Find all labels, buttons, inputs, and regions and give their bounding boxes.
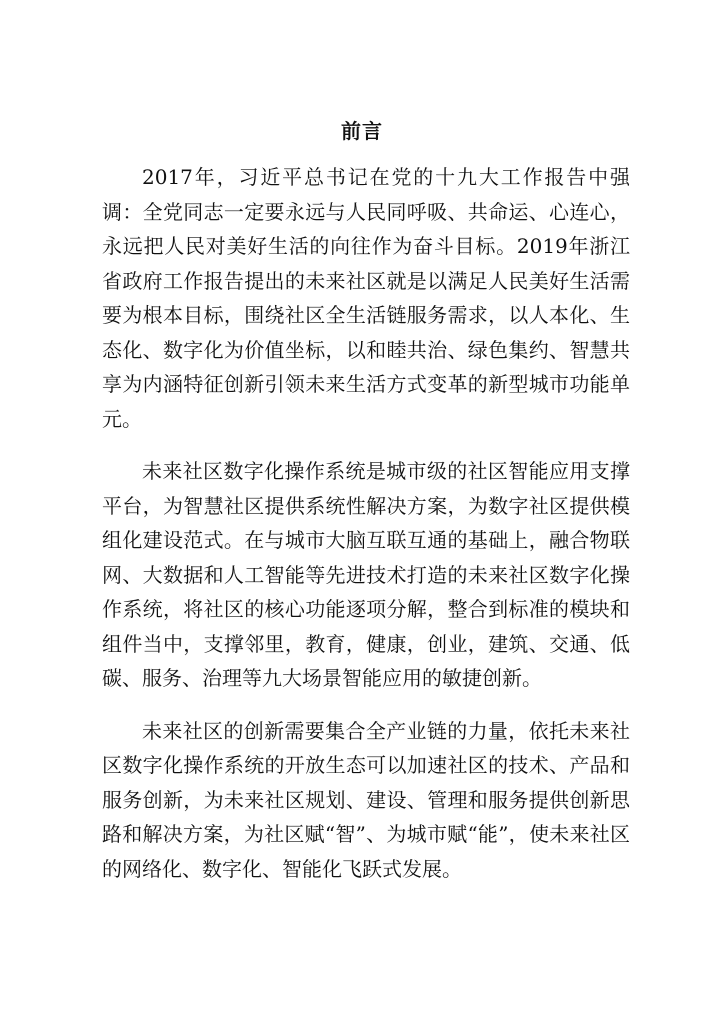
document-body bbox=[102, 160, 630, 904]
page-title: 前言 bbox=[341, 119, 383, 143]
paragraph-1: 2017年，习近平总书记在党的十九大工作报告中强调：全党同志一定要永远与人民同呼吸、共命运、心连心，永远把人民对美好生活的向往作为奋斗目标。2019年浙江省政府工作报告提出的未来社区就是以满足人民美好生活需要为根本目标，围绕社区全生活链服务需求，以人本化、生态化、数字化为价值坐标，以和睦共治、绿色集约、智慧共享为内涵特征创新引领未来生活方式变革的新型城市功能单元。 bbox=[102, 165, 630, 431]
paragraph-3: 未来社区的创新需要集合全产业链的力量，依托未来社区数字化操作系统的开放生态可以加速社区的技术、产品和服务创新，为未来社区规划、建设、管理和服务提供创新思路和解决方案，为社区赋“智”、为城市赋“能”，使未来社区的网络化、数字化、智能化飞跃式发展。 bbox=[102, 718, 630, 881]
paragraph-2: 未来社区数字化操作系统是城市级的社区智能应用支撑平台，为智慧社区提供系统性解决方案，为数字社区提供模组化建设范式。在与城市大脑互联互通的基础上，融合物联网、大数据和人工智能等先进技术打造的未来社区数字化操作系统，将社区的核心功能逐项分解，整合到标准的模块和组件当中，支撑邻里，教育，健康，创业，建筑、交通、低碳、服务、治理等九大场景智能应用的敏捷创新。 bbox=[102, 459, 630, 690]
